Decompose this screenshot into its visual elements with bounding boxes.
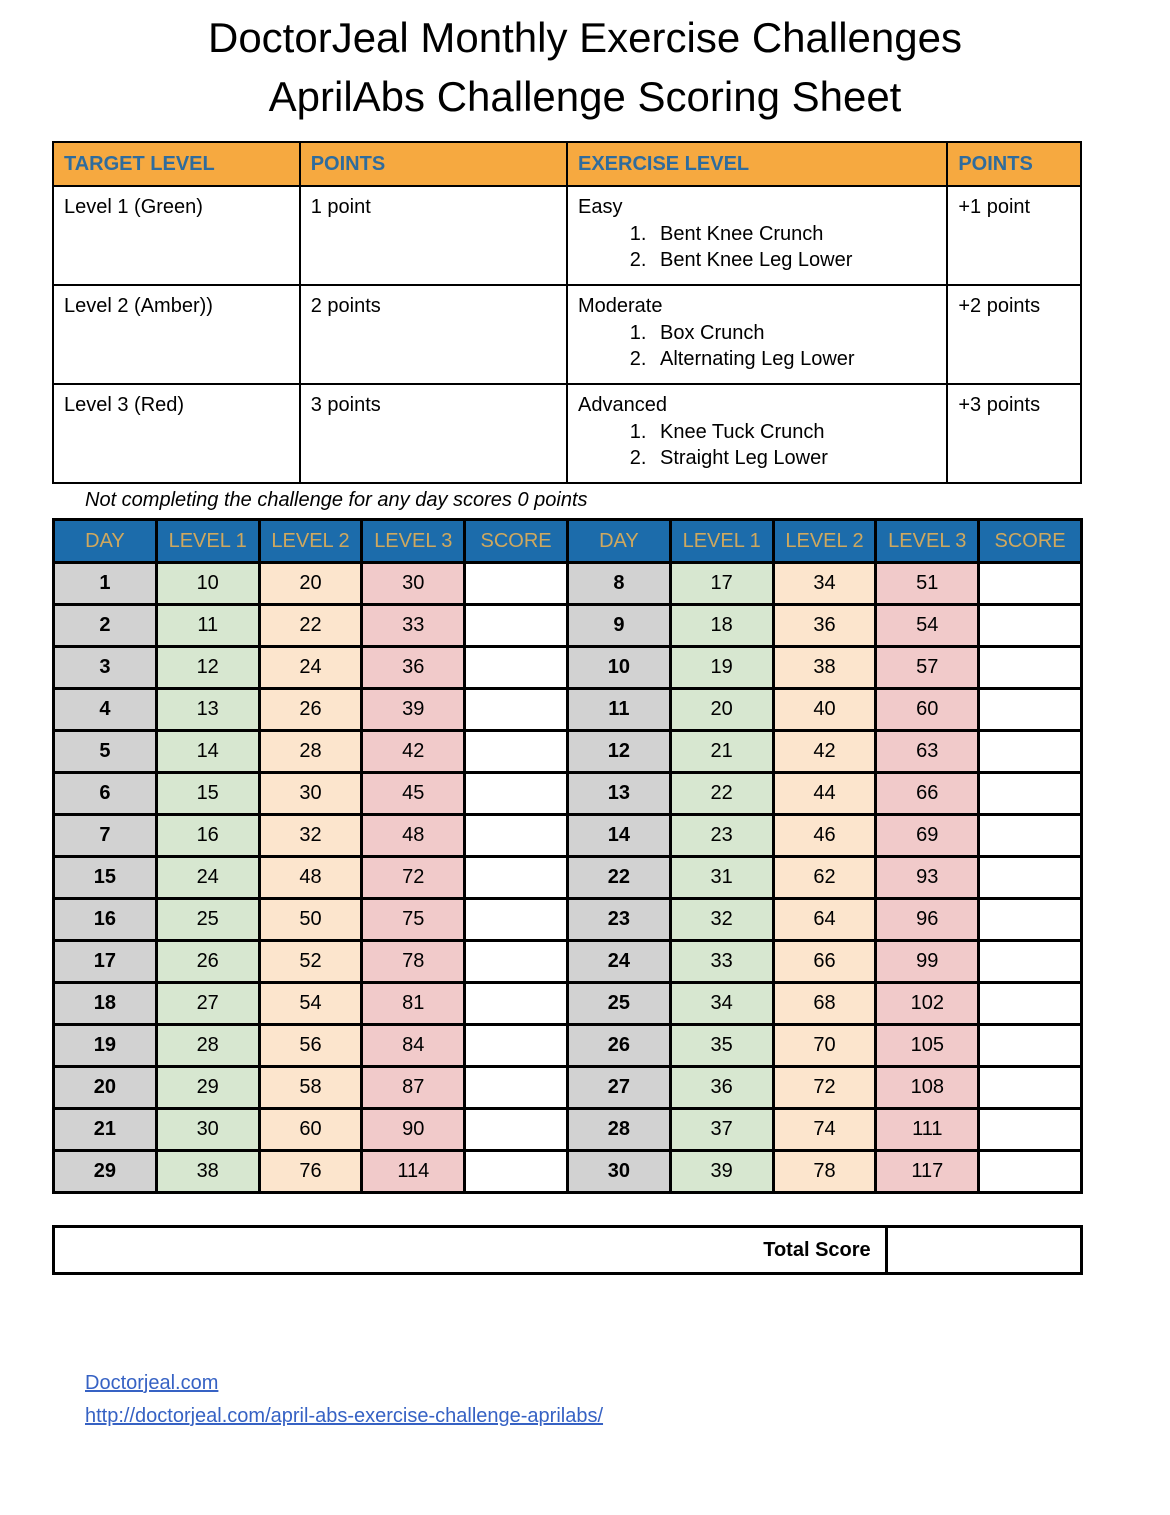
total-score-value [886,1227,1081,1274]
total-score-row [54,1227,1082,1274]
points-cell: 1 point [300,186,567,285]
level2-target-cell: 44 [773,773,876,815]
level1-target-cell: 15 [156,773,259,815]
score-entry-cell [465,815,568,857]
level3-target-cell: 105 [876,1025,979,1067]
level3-target-cell: 57 [876,647,979,689]
score-col-header-level-1: LEVEL 1 [156,520,259,563]
day-cell: 2 [54,605,157,647]
score-entry-cell [979,773,1082,815]
level2-target-cell: 50 [259,899,362,941]
level1-target-cell: 39 [670,1151,773,1193]
exercise-item: 1. Box Crunch [652,322,936,345]
level3-target-cell: 42 [362,731,465,773]
level2-target-cell: 78 [773,1151,876,1193]
level1-target-cell: 29 [156,1067,259,1109]
score-entry-cell [465,1067,568,1109]
score-entry-cell [465,899,568,941]
score-entry-cell [465,1025,568,1067]
level3-target-cell: 51 [876,563,979,605]
score-col-header-score: SCORE [465,520,568,563]
level2-target-cell: 72 [773,1067,876,1109]
score-row [54,773,1082,815]
page-title [0,0,1170,126]
levels-table [52,141,1082,484]
level2-target-cell: 28 [259,731,362,773]
score-col-header-day: DAY [54,520,157,563]
day-cell: 22 [567,857,670,899]
score-row [54,689,1082,731]
score-row [54,941,1082,983]
score-entry-cell [979,857,1082,899]
score-entry-cell [979,1067,1082,1109]
score-entry-cell [979,563,1082,605]
day-cell: 19 [54,1025,157,1067]
bonus-points-cell: +1 point [947,186,1081,285]
exercise-level-cell [567,285,947,384]
level1-target-cell: 32 [670,899,773,941]
score-entry-cell [465,689,568,731]
exercise-list [578,322,936,371]
score-entry-cell [979,1109,1082,1151]
exercise-level-cell [567,384,947,483]
level3-target-cell: 81 [362,983,465,1025]
level1-target-cell: 20 [670,689,773,731]
score-row [54,605,1082,647]
level1-target-cell: 25 [156,899,259,941]
level2-target-cell: 56 [259,1025,362,1067]
level3-target-cell: 111 [876,1109,979,1151]
page-title-line2: AprilAbs Challenge Scoring Sheet [268,73,902,120]
day-cell: 24 [567,941,670,983]
exercise-item: 2. Straight Leg Lower [652,447,936,470]
level1-target-cell: 31 [670,857,773,899]
level2-target-cell: 48 [259,857,362,899]
level1-target-cell: 30 [156,1109,259,1151]
score-header-row [54,520,1082,563]
day-cell: 11 [567,689,670,731]
level1-target-cell: 38 [156,1151,259,1193]
level1-target-cell: 10 [156,563,259,605]
score-row [54,647,1082,689]
level2-target-cell: 62 [773,857,876,899]
level3-target-cell: 69 [876,815,979,857]
link-challenge-page[interactable]: http://doctorjeal.com/april-abs-exercise-challenge-aprilabs/ [85,1405,604,1427]
level1-target-cell: 18 [670,605,773,647]
level1-target-cell: 35 [670,1025,773,1067]
score-col-header-day: DAY [567,520,670,563]
level2-target-cell: 36 [773,605,876,647]
footer-links [85,1367,1170,1433]
level3-target-cell: 90 [362,1109,465,1151]
score-entry-cell [465,647,568,689]
level2-target-cell: 76 [259,1151,362,1193]
score-row [54,563,1082,605]
level1-target-cell: 21 [670,731,773,773]
level2-target-cell: 20 [259,563,362,605]
day-cell: 9 [567,605,670,647]
level3-target-cell: 72 [362,857,465,899]
day-cell: 26 [567,1025,670,1067]
day-cell: 17 [54,941,157,983]
link-doctorjeal-home[interactable]: Doctorjeal.com [85,1372,219,1394]
day-cell: 29 [54,1151,157,1193]
level3-target-cell: 93 [876,857,979,899]
score-entry-cell [979,815,1082,857]
total-score-table [52,1225,1083,1275]
level3-target-cell: 99 [876,941,979,983]
difficulty-label: Advanced [577,394,667,416]
zero-points-note: Not completing the challenge for any day scores 0 points [85,489,588,511]
score-row [54,731,1082,773]
level2-target-cell: 30 [259,773,362,815]
level2-target-cell: 42 [773,731,876,773]
day-cell: 27 [567,1067,670,1109]
exercise-item: 2. Bent Knee Leg Lower [652,249,936,272]
level1-target-cell: 14 [156,731,259,773]
score-row [54,983,1082,1025]
level1-target-cell: 22 [670,773,773,815]
day-cell: 6 [54,773,157,815]
level3-target-cell: 114 [362,1151,465,1193]
exercise-list [578,223,936,272]
levels-row [53,186,1081,285]
level3-target-cell: 108 [876,1067,979,1109]
level2-target-cell: 46 [773,815,876,857]
level3-target-cell: 84 [362,1025,465,1067]
level1-target-cell: 23 [670,815,773,857]
level1-target-cell: 16 [156,815,259,857]
score-entry-cell [979,605,1082,647]
day-cell: 14 [567,815,670,857]
score-entry-cell [979,1151,1082,1193]
score-row [54,1109,1082,1151]
day-cell: 21 [54,1109,157,1151]
day-cell: 3 [54,647,157,689]
level3-target-cell: 30 [362,563,465,605]
daily-score-table [52,518,1083,1194]
level1-target-cell: 24 [156,857,259,899]
score-row [54,857,1082,899]
score-col-header-level-1: LEVEL 1 [670,520,773,563]
target-level-header: TARGET LEVEL [53,142,300,186]
exercise-level-header: EXERCISE LEVEL [567,142,947,186]
target-level-cell: Level 2 (Amber)) [53,285,300,384]
score-row [54,1151,1082,1193]
score-row [54,899,1082,941]
score-row [54,1067,1082,1109]
exercise-item: 2. Alternating Leg Lower [652,348,936,371]
day-cell: 13 [567,773,670,815]
exercise-item: 1. Bent Knee Crunch [652,223,936,246]
points-cell: 2 points [300,285,567,384]
day-cell: 30 [567,1151,670,1193]
level2-target-cell: 68 [773,983,876,1025]
score-entry-cell [979,689,1082,731]
day-cell: 25 [567,983,670,1025]
score-entry-cell [465,983,568,1025]
level2-target-cell: 52 [259,941,362,983]
level1-target-cell: 37 [670,1109,773,1151]
score-entry-cell [465,857,568,899]
level1-target-cell: 11 [156,605,259,647]
score-entry-cell [979,647,1082,689]
points-header: POINTS [300,142,567,186]
levels-header-row [53,142,1081,186]
level2-target-cell: 24 [259,647,362,689]
difficulty-label: Easy [577,196,623,218]
score-col-header-level-3: LEVEL 3 [362,520,465,563]
level3-target-cell: 48 [362,815,465,857]
day-cell: 18 [54,983,157,1025]
level1-target-cell: 33 [670,941,773,983]
level1-target-cell: 28 [156,1025,259,1067]
levels-row [53,384,1081,483]
day-cell: 1 [54,563,157,605]
day-cell: 7 [54,815,157,857]
level2-target-cell: 64 [773,899,876,941]
level1-target-cell: 27 [156,983,259,1025]
day-cell: 8 [567,563,670,605]
score-row [54,815,1082,857]
target-level-cell: Level 1 (Green) [53,186,300,285]
day-cell: 16 [54,899,157,941]
bonus-points-header: POINTS [947,142,1081,186]
level1-target-cell: 19 [670,647,773,689]
score-entry-cell [465,563,568,605]
level3-target-cell: 75 [362,899,465,941]
exercise-list [578,421,936,470]
day-cell: 12 [567,731,670,773]
level3-target-cell: 60 [876,689,979,731]
levels-row [53,285,1081,384]
level2-target-cell: 60 [259,1109,362,1151]
total-score-label: Total Score [54,1227,887,1274]
level2-target-cell: 26 [259,689,362,731]
score-col-header-level-3: LEVEL 3 [876,520,979,563]
level2-target-cell: 38 [773,647,876,689]
day-cell: 28 [567,1109,670,1151]
exercise-level-cell [567,186,947,285]
level2-target-cell: 34 [773,563,876,605]
score-col-header-score: SCORE [979,520,1082,563]
bonus-points-cell: +2 points [947,285,1081,384]
level3-target-cell: 117 [876,1151,979,1193]
score-entry-cell [979,941,1082,983]
day-cell: 20 [54,1067,157,1109]
level3-target-cell: 102 [876,983,979,1025]
level1-target-cell: 36 [670,1067,773,1109]
day-cell: 15 [54,857,157,899]
level3-target-cell: 66 [876,773,979,815]
score-entry-cell [979,899,1082,941]
day-cell: 5 [54,731,157,773]
score-entry-cell [465,1151,568,1193]
score-entry-cell [465,941,568,983]
day-cell: 23 [567,899,670,941]
level3-target-cell: 36 [362,647,465,689]
level3-target-cell: 87 [362,1067,465,1109]
day-cell: 4 [54,689,157,731]
page-title-line1: DoctorJeal Monthly Exercise Challenges [207,14,962,61]
bonus-points-cell: +3 points [947,384,1081,483]
score-entry-cell [465,1109,568,1151]
score-entry-cell [465,731,568,773]
score-entry-cell [979,983,1082,1025]
score-col-header-level-2: LEVEL 2 [259,520,362,563]
level3-target-cell: 63 [876,731,979,773]
level3-target-cell: 39 [362,689,465,731]
exercise-item: 1. Knee Tuck Crunch [652,421,936,444]
difficulty-label: Moderate [577,295,663,317]
level2-target-cell: 22 [259,605,362,647]
level3-target-cell: 45 [362,773,465,815]
points-cell: 3 points [300,384,567,483]
score-entry-cell [979,731,1082,773]
score-entry-cell [465,773,568,815]
level3-target-cell: 54 [876,605,979,647]
day-cell: 10 [567,647,670,689]
level2-target-cell: 58 [259,1067,362,1109]
level2-target-cell: 66 [773,941,876,983]
score-row [54,1025,1082,1067]
level2-target-cell: 32 [259,815,362,857]
level3-target-cell: 96 [876,899,979,941]
level2-target-cell: 40 [773,689,876,731]
level1-target-cell: 34 [670,983,773,1025]
score-entry-cell [465,605,568,647]
level2-target-cell: 74 [773,1109,876,1151]
score-entry-cell [979,1025,1082,1067]
level1-target-cell: 26 [156,941,259,983]
level1-target-cell: 13 [156,689,259,731]
level2-target-cell: 54 [259,983,362,1025]
score-col-header-level-2: LEVEL 2 [773,520,876,563]
target-level-cell: Level 3 (Red) [53,384,300,483]
level3-target-cell: 33 [362,605,465,647]
level1-target-cell: 12 [156,647,259,689]
level2-target-cell: 70 [773,1025,876,1067]
level3-target-cell: 78 [362,941,465,983]
level1-target-cell: 17 [670,563,773,605]
